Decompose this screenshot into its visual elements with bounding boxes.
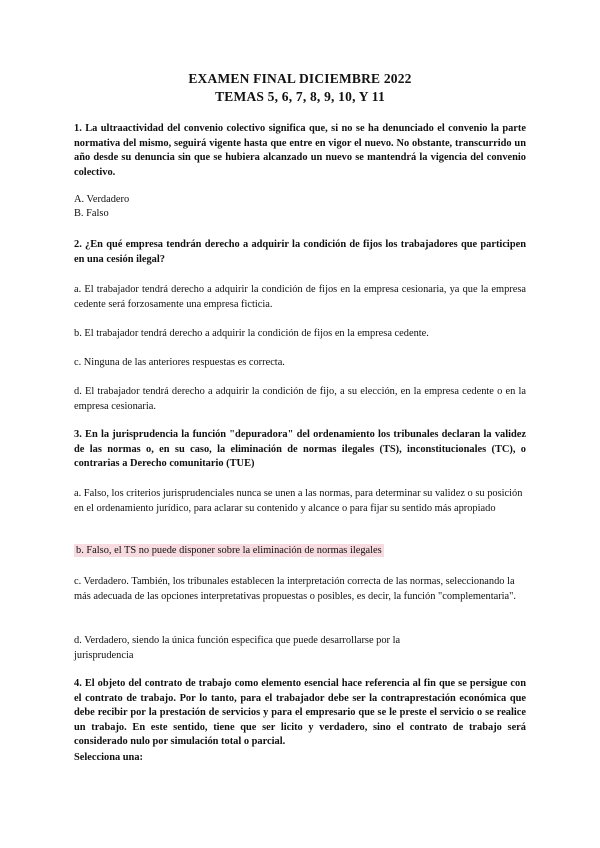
question-2: 2. ¿En qué empresa tendrán derecho a adquirir la condición de fijos los trabajadores que participen en una cesión ilegal?	[74, 239, 526, 265]
q2-option-b[interactable]: b. El trabajador tendrá derecho a adquirir la condición de fijos en la empresa cedente.	[74, 328, 429, 339]
q4-prompt: Selecciona una:	[74, 752, 143, 763]
question-3: 3. En la jurisprudencia la función "depuradora" del ordenamiento los tribunales declaran la validez de las normas o, en su caso, la eliminación de normas ilegales (TS), inconstitucionales (TC), o contrarias a Derecho comunitario (TUE)	[74, 429, 526, 470]
exam-title: EXAMEN FINAL DICIEMBRE 2022	[188, 71, 412, 86]
question-4: 4. El objeto del contrato de trabajo como elemento esencial hace referencia al fin que se persigue con el contrato de trabajo. Por lo tanto, para el trabajador debe ser la contraprestación económica que debe recibir por la prestación de servicios y para el empresario que se le preste el servicio o se realice un trabajo. En este sentido, tiene que ser licito y verdadero, sino el contrato de trabajo será considerado nulo por simulación total o parcial.	[74, 678, 526, 748]
exam-subtitle: TEMAS 5, 6, 7, 8, 9, 10, Y 11	[215, 89, 385, 104]
q3-option-a[interactable]: a. Falso, los criterios jurisprudenciales nunca se unen a las normas, para determinar su validez o su posición en el ordenamiento jurídico, para aclarar su contenido y alcance o para fijar su sentido más apropiado	[74, 488, 523, 514]
q2-option-c[interactable]: c. Ninguna de las anteriores respuestas es correcta.	[74, 357, 285, 368]
q1-option-a[interactable]: A. Verdadero	[74, 194, 130, 205]
q3-option-b-highlight: b. Falso, el TS no puede disponer sobre la eliminación de normas ilegales	[76, 545, 382, 556]
q3-option-b[interactable]	[74, 544, 526, 559]
q3-option-d[interactable]: d. Verdadero, siendo la única función especifica que puede desarrollarse por la jurisprudencia	[74, 635, 401, 661]
q2-option-d[interactable]: d. El trabajador tendrá derecho a adquirir la condición de fijo, a su elección, en la empresa cedente o en la empresa cesionaria.	[74, 386, 526, 412]
q2-option-a[interactable]: a. El trabajador tendrá derecho a adquirir la condición de fijos en la empresa cesionaria, ya que la empresa cedente será forzosamente una empresa ficticia.	[74, 284, 526, 310]
q3-option-c[interactable]: c. Verdadero. También, los tribunales establecen la interpretación correcta de las normas, seleccionando la más adecuada de las opciones interpretativas propuestas o posibles, es decir, la función "complementaria".	[74, 576, 517, 602]
question-1: 1. La ultraactividad del convenio colectivo significa que, si no se ha denunciado el convenio la parte normativa del mismo, seguirá vigente hasta que entre en vigor el nuevo. No obstante, transcurrido un año desde su denuncia sin que se hubiera alcanzado un nuevo se mantendrá la vigencia del convenio colectivo.	[74, 123, 526, 178]
q1-option-b[interactable]: B. Falso	[74, 208, 109, 219]
